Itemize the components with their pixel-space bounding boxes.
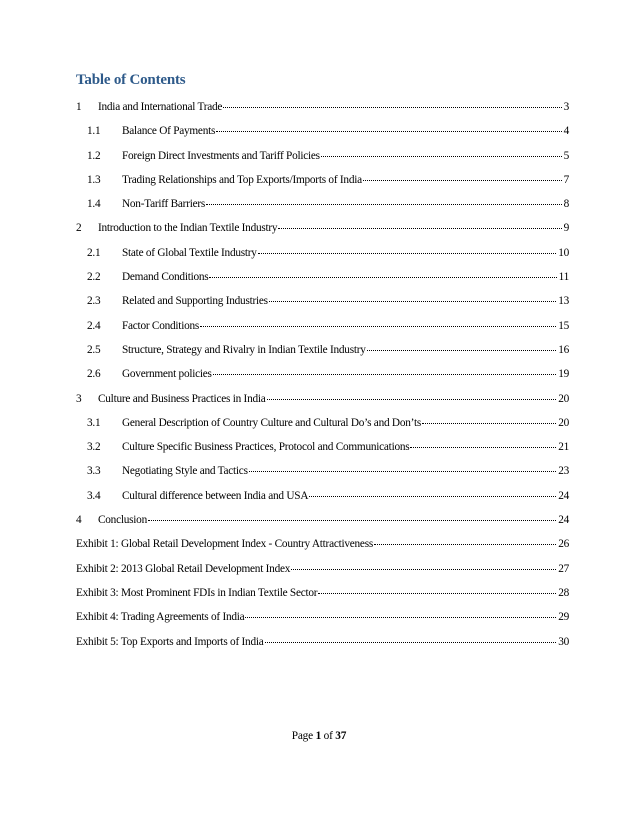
toc-entry-page-number: 10 <box>558 246 569 259</box>
toc-dot-leader <box>249 470 556 472</box>
toc-exhibit-entry[interactable] <box>76 611 569 635</box>
toc-entry-number: 4 <box>76 514 82 527</box>
toc-entry-page-number: 5 <box>563 149 569 162</box>
toc-entry-title: Structure, Strategy and Rivalry in Indian Textile Industry <box>122 343 366 356</box>
toc-dot-leader <box>318 592 556 594</box>
toc-entry[interactable] <box>76 222 569 246</box>
toc-entry[interactable] <box>76 441 569 465</box>
toc-entry-page-number: 24 <box>558 514 569 527</box>
toc-dot-leader <box>291 568 556 570</box>
toc-entry[interactable] <box>76 320 569 344</box>
toc-entry-title: State of Global Textile Industry <box>122 246 257 259</box>
toc-entry-number: 1 <box>76 101 82 113</box>
toc-entry-number: 3 <box>76 392 82 405</box>
toc-entry-number: 2.6 <box>87 368 101 381</box>
toc-entry-page-number: 20 <box>558 392 569 405</box>
toc-entry-page-number: 7 <box>563 173 569 186</box>
toc-entry-page-number: 16 <box>558 343 569 356</box>
toc-exhibit-entry[interactable] <box>76 538 569 562</box>
toc-dot-leader <box>321 155 562 157</box>
toc-entry-title: Exhibit 5: Top Exports and Imports of India <box>76 635 264 648</box>
toc-entry-title: General Description of Country Culture and Cultural Do’s and Don’ts <box>122 416 421 429</box>
toc-dot-leader <box>278 227 561 229</box>
toc-entry-number: 2.4 <box>87 319 101 332</box>
toc-entry-number: 3.4 <box>87 489 101 502</box>
toc-entry-title: Exhibit 1: Global Retail Development Index - Country Attractiveness <box>76 538 373 551</box>
toc-dot-leader <box>258 252 557 254</box>
toc-entry-page-number: 23 <box>558 465 569 478</box>
toc-dot-leader <box>309 495 556 497</box>
toc-entry-page-number: 20 <box>558 416 569 429</box>
toc-entry-page-number: 19 <box>558 368 569 381</box>
toc-entry-title: Cultural difference between India and USA <box>122 489 309 502</box>
toc-entry-title: Exhibit 2: 2013 Global Retail Development Index <box>76 562 291 575</box>
toc-entry-number: 1.1 <box>87 125 101 138</box>
toc-entry[interactable] <box>76 417 569 441</box>
toc-entry-page-number: 29 <box>558 611 569 624</box>
toc-exhibit-entry[interactable] <box>76 563 569 587</box>
toc-entry-title: Exhibit 3: Most Prominent FDIs in Indian Textile Sector <box>76 586 318 599</box>
toc-entry-number: 2.1 <box>87 246 101 259</box>
toc-exhibit-entry[interactable] <box>76 587 569 611</box>
toc-entry-page-number: 26 <box>558 538 569 551</box>
toc-entry-number: 2 <box>76 222 82 235</box>
toc-entry-number: 1.4 <box>87 198 101 211</box>
toc-dot-leader <box>265 641 557 643</box>
footer-current-page: 1 <box>315 730 322 742</box>
toc-entry-number: 2.3 <box>87 295 101 308</box>
toc-entry[interactable] <box>76 198 569 222</box>
toc-dot-leader <box>245 616 556 618</box>
toc-entry-page-number: 24 <box>558 489 569 502</box>
toc-dot-leader <box>223 106 561 108</box>
toc-entry-page-number: 21 <box>558 441 569 454</box>
toc-entry-number: 3.1 <box>87 416 101 429</box>
toc-entry-page-number: 4 <box>563 125 569 138</box>
toc-list <box>76 101 569 660</box>
toc-dot-leader <box>367 349 557 351</box>
toc-entry[interactable] <box>76 490 569 514</box>
toc-entry[interactable] <box>76 101 569 125</box>
toc-entry-title: Related and Supporting Industries <box>122 295 268 308</box>
toc-dot-leader <box>269 300 556 302</box>
toc-entry-title: Factor Conditions <box>122 319 200 332</box>
toc-entry-page-number: 9 <box>563 222 569 235</box>
toc-entry[interactable] <box>76 344 569 368</box>
toc-exhibit-entry[interactable] <box>76 636 569 660</box>
toc-entry-title: Trading Relationships and Top Exports/Imports of India <box>122 173 362 186</box>
toc-dot-leader <box>410 446 556 448</box>
toc-entry[interactable] <box>76 125 569 149</box>
toc-entry-number: 3.2 <box>87 441 101 454</box>
toc-entry[interactable] <box>76 514 569 538</box>
toc-dot-leader <box>422 422 556 424</box>
toc-entry-page-number: 28 <box>558 586 569 599</box>
toc-entry-title: Conclusion <box>98 514 147 527</box>
toc-entry-number: 1.2 <box>87 149 101 162</box>
toc-dot-leader <box>213 373 557 375</box>
toc-entry-page-number: 27 <box>558 562 569 575</box>
toc-heading: Table of Contents <box>76 72 186 88</box>
toc-entry-page-number: 3 <box>563 101 569 113</box>
toc-entry-title: Negotiating Style and Tactics <box>122 465 248 478</box>
footer-total-pages: 37 <box>335 730 347 742</box>
toc-entry-number: 2.2 <box>87 271 101 284</box>
toc-dot-leader <box>267 398 557 400</box>
toc-entry-page-number: 8 <box>563 198 569 211</box>
toc-entry[interactable] <box>76 465 569 489</box>
toc-entry-title: Introduction to the Indian Textile Industry <box>98 222 278 235</box>
toc-entry[interactable] <box>76 247 569 271</box>
toc-entry[interactable] <box>76 295 569 319</box>
toc-dot-leader <box>363 179 562 181</box>
toc-entry-title: Culture Specific Business Practices, Protocol and Communications <box>122 441 410 454</box>
toc-dot-leader <box>374 543 556 545</box>
toc-entry[interactable] <box>76 393 569 417</box>
toc-entry[interactable] <box>76 271 569 295</box>
toc-entry-title: Demand Conditions <box>122 271 209 284</box>
toc-entry-page-number: 15 <box>558 319 569 332</box>
toc-dot-leader <box>148 519 556 521</box>
toc-entry[interactable] <box>76 174 569 198</box>
toc-entry-title: Exhibit 4: Trading Agreements of India <box>76 611 245 624</box>
toc-entry-page-number: 13 <box>558 295 569 308</box>
toc-entry-page-number: 30 <box>558 635 569 648</box>
footer-of: of <box>323 730 333 742</box>
toc-entry-title: Culture and Business Practices in India <box>98 392 266 405</box>
toc-entry-page-number: 11 <box>558 271 569 284</box>
toc-entry-number: 1.3 <box>87 173 101 186</box>
toc-entry-title: India and International Trade <box>98 101 223 113</box>
toc-entry[interactable] <box>76 368 569 392</box>
toc-dot-leader <box>216 130 561 132</box>
toc-entry-number: 2.5 <box>87 343 101 356</box>
toc-dot-leader <box>209 276 556 278</box>
toc-dot-leader <box>206 203 562 205</box>
toc-entry-title: Foreign Direct Investments and Tariff Policies <box>122 149 320 162</box>
page-footer <box>0 730 638 742</box>
toc-entry-title: Balance Of Payments <box>122 125 216 138</box>
toc-entry-title: Non-Tariff Barriers <box>122 198 206 211</box>
toc-entry-title: Government policies <box>122 368 212 381</box>
footer-prefix: Page <box>291 730 313 742</box>
toc-entry[interactable] <box>76 150 569 174</box>
toc-entry-number: 3.3 <box>87 465 101 478</box>
toc-dot-leader <box>200 325 556 327</box>
